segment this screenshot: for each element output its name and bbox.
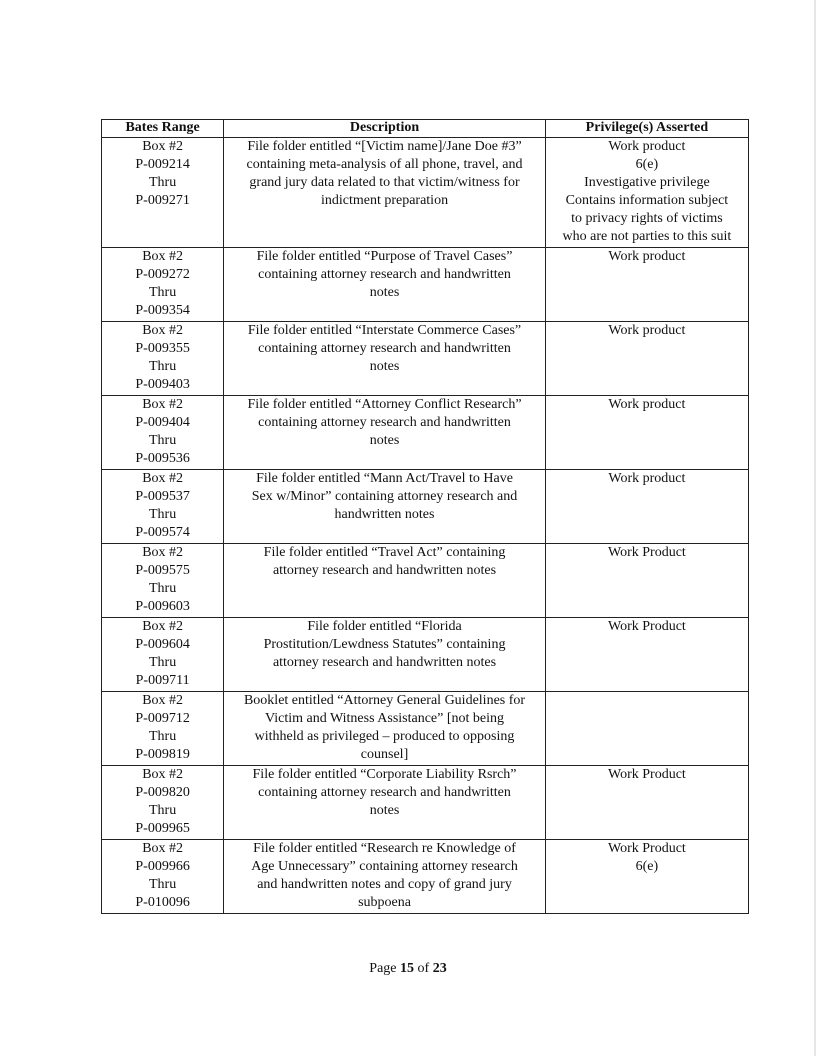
description-line: withheld as privileged – produced to opposing (254, 729, 515, 744)
bates-range-line: Box #2 (142, 471, 184, 486)
description-cell (224, 692, 546, 766)
bates-range-line: Box #2 (142, 139, 184, 154)
description-line: attorney research and handwritten notes (272, 563, 497, 578)
privilege-line: Investigative privilege (584, 175, 710, 190)
bates-range-line: Thru (149, 507, 177, 522)
bates-range-line: Box #2 (142, 323, 184, 338)
description-line: containing attorney research and handwritten (258, 267, 511, 282)
bates-range-line: Thru (149, 433, 177, 448)
description-line: Sex w/Minor” containing attorney research and (251, 489, 518, 504)
bates-range-line: Thru (149, 175, 177, 190)
description-cell (224, 840, 546, 914)
page-footer (0, 961, 816, 977)
privilege-cell (545, 248, 748, 322)
bates-range-cell (102, 766, 224, 840)
bates-range-line: Thru (149, 729, 177, 744)
bates-range-cell (102, 322, 224, 396)
privilege-cell (545, 470, 748, 544)
bates-range-line: P-009575 (135, 563, 190, 578)
table-row (102, 692, 749, 766)
description-line: File folder entitled “Research re Knowledge of (253, 841, 516, 856)
description-cell (224, 470, 546, 544)
bates-range-line: Thru (149, 285, 177, 300)
header-bates-range: Bates Range (102, 120, 224, 138)
bates-range-line: P-009354 (135, 303, 190, 318)
bates-range-cell (102, 396, 224, 470)
bates-range-line: Box #2 (142, 619, 184, 634)
description-line: indictment preparation (320, 193, 449, 208)
privilege-line: 6(e) (635, 859, 659, 874)
bates-range-line: P-009272 (135, 267, 190, 282)
bates-range-line: Thru (149, 581, 177, 596)
description-line: notes (369, 803, 400, 818)
description-line: containing meta-analysis of all phone, travel, and (246, 157, 523, 172)
description-cell (224, 138, 546, 248)
bates-range-line: P-009603 (135, 599, 190, 614)
privilege-line: Work Product (608, 619, 686, 634)
privilege-line: Work product (608, 397, 686, 412)
privilege-cell (545, 692, 748, 766)
bates-range-line: P-009574 (135, 525, 190, 540)
description-cell (224, 322, 546, 396)
description-line: and handwritten notes and copy of grand jury (257, 877, 512, 892)
table-body (102, 138, 749, 914)
bates-range-line: P-009711 (135, 673, 190, 688)
description-line: attorney research and handwritten notes (272, 655, 497, 670)
table-row (102, 766, 749, 840)
description-cell (224, 396, 546, 470)
description-line: File folder entitled “Florida (307, 619, 462, 634)
description-line: containing attorney research and handwritten (258, 341, 511, 356)
bates-range-line: P-009403 (135, 377, 190, 392)
privilege-line: Contains information subject (565, 193, 729, 208)
description-line: containing attorney research and handwritten (258, 785, 511, 800)
privilege-line: Work product (608, 323, 686, 338)
page-total: 23 (432, 961, 447, 976)
description-line: File folder entitled “Purpose of Travel Cases” (256, 249, 513, 264)
privilege-line: Work Product (608, 841, 686, 856)
bates-range-line: Thru (149, 655, 177, 670)
privilege-cell (545, 396, 748, 470)
bates-range-cell (102, 840, 224, 914)
description-line: Booklet entitled “Attorney General Guidelines for (243, 693, 526, 708)
bates-range-cell (102, 248, 224, 322)
privilege-cell (545, 138, 748, 248)
description-line: Age Unnecessary” containing attorney research (251, 859, 518, 874)
description-line: subpoena (358, 895, 411, 910)
bates-range-cell (102, 544, 224, 618)
bates-range-line: Thru (149, 877, 177, 892)
description-line: File folder entitled “Attorney Conflict Research” (247, 397, 522, 412)
description-line: notes (369, 285, 400, 300)
description-line: Victim and Witness Assistance” [not being (265, 711, 505, 726)
table-row (102, 840, 749, 914)
header-description: Description (224, 120, 546, 138)
bates-range-line: P-009536 (135, 451, 190, 466)
bates-range-cell (102, 692, 224, 766)
privilege-line: Work product (608, 249, 686, 264)
bates-range-line: P-009820 (135, 785, 190, 800)
privilege-log-table (101, 119, 749, 914)
description-line: notes (369, 433, 400, 448)
description-cell (224, 544, 546, 618)
description-line: File folder entitled “Mann Act/Travel to Have (256, 471, 513, 486)
privilege-line: 6(e) (635, 157, 659, 172)
description-line: handwritten notes (334, 507, 435, 522)
bates-range-line: P-009819 (135, 747, 190, 762)
table-header-row (102, 120, 749, 138)
description-line: notes (369, 359, 400, 374)
privilege-cell (545, 766, 748, 840)
bates-range-line: P-009214 (135, 157, 190, 172)
bates-range-cell (102, 618, 224, 692)
description-line: containing attorney research and handwritten (258, 415, 511, 430)
page-of: of (417, 961, 430, 976)
description-line: grand jury data related to that victim/witness for (249, 175, 520, 190)
bates-range-line: Box #2 (142, 767, 184, 782)
privilege-line: to privacy rights of victims (571, 211, 723, 226)
table-row (102, 248, 749, 322)
table-row (102, 138, 749, 248)
page-label: Page (369, 961, 397, 976)
description-cell (224, 766, 546, 840)
bates-range-line: Thru (149, 359, 177, 374)
header-privilege-asserted: Privilege(s) Asserted (545, 120, 748, 138)
privilege-cell (545, 322, 748, 396)
bates-range-line: P-009604 (135, 637, 190, 652)
bates-range-line: P-009965 (135, 821, 190, 836)
privilege-line: Work product (608, 139, 686, 154)
table-row (102, 396, 749, 470)
bates-range-line: Box #2 (142, 249, 184, 264)
description-line: File folder entitled “Travel Act” containing (263, 545, 506, 560)
privilege-line: who are not parties to this suit (562, 229, 732, 244)
bates-range-line: P-009404 (135, 415, 190, 430)
table-row (102, 544, 749, 618)
bates-range-cell (102, 470, 224, 544)
description-cell (224, 248, 546, 322)
bates-range-line: P-009537 (135, 489, 190, 504)
description-line: Prostitution/Lewdness Statutes” containing (263, 637, 506, 652)
bates-range-line: P-009271 (135, 193, 190, 208)
bates-range-line: P-010096 (135, 895, 190, 910)
bates-range-line: Box #2 (142, 693, 184, 708)
description-line: File folder entitled “Interstate Commerce Cases” (247, 323, 522, 338)
privilege-cell (545, 618, 748, 692)
bates-range-line: Box #2 (142, 397, 184, 412)
privilege-cell (545, 840, 748, 914)
privilege-line: Work Product (608, 767, 686, 782)
description-cell (224, 618, 546, 692)
bates-range-line: P-009966 (135, 859, 190, 874)
bates-range-line: Thru (149, 803, 177, 818)
bates-range-cell (102, 138, 224, 248)
description-line: File folder entitled “[Victim name]/Jane Doe #3” (247, 139, 522, 154)
bates-range-line: P-009355 (135, 341, 190, 356)
table-row (102, 618, 749, 692)
page-current: 15 (400, 961, 415, 976)
bates-range-line: Box #2 (142, 841, 184, 856)
privilege-line: Work product (608, 471, 686, 486)
privilege-cell (545, 544, 748, 618)
table-row (102, 470, 749, 544)
bates-range-line: Box #2 (142, 545, 184, 560)
description-line: counsel] (360, 747, 409, 762)
description-line: File folder entitled “Corporate Liability Rsrch” (252, 767, 517, 782)
bates-range-line: P-009712 (135, 711, 190, 726)
privilege-line: Work Product (608, 545, 686, 560)
table-row (102, 322, 749, 396)
